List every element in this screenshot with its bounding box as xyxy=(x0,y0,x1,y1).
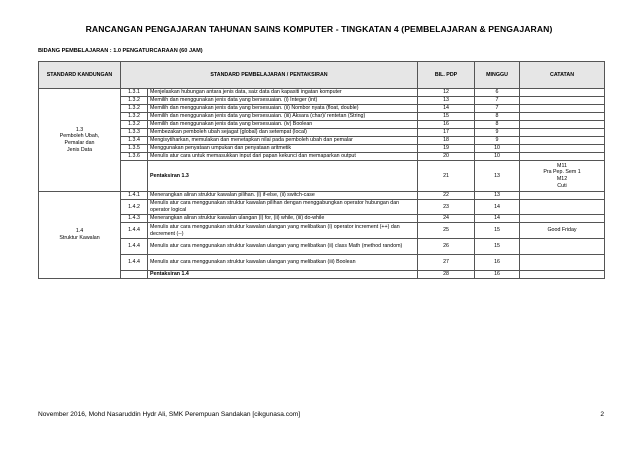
row-code: 1.4.2 xyxy=(121,200,148,215)
row-note xyxy=(520,121,605,129)
row-pdp: 27 xyxy=(418,255,475,271)
row-text: Menulis atur cara untuk memasukkan input dari papan kekunci dan memaparkan output xyxy=(148,153,418,161)
row-text: Menerangkan aliran struktur kawalan pilihan. (i) if-else, (ii) switch-case xyxy=(148,192,418,200)
row-week: 16 xyxy=(475,255,520,271)
row-code: 1.3.1 xyxy=(121,89,148,97)
standard-code: 1.3 xyxy=(75,126,84,133)
assessment-pdp: 28 xyxy=(418,271,475,279)
header-notes: CATATAN xyxy=(520,62,605,89)
table-row xyxy=(39,129,605,137)
row-pdp: 15 xyxy=(418,113,475,121)
table-row xyxy=(39,239,605,255)
row-pdp: 18 xyxy=(418,137,475,145)
assessment-notes xyxy=(520,161,605,192)
row-note xyxy=(520,215,605,223)
row-week: 6 xyxy=(475,89,520,97)
row-note xyxy=(520,255,605,271)
standard-cell-1-3 xyxy=(39,89,121,192)
row-pdp: 20 xyxy=(418,153,475,161)
header-pdp: BIL. PDP xyxy=(418,62,475,89)
table-header-row xyxy=(39,62,605,89)
header-standard: STANDARD KANDUNGAN xyxy=(39,62,121,89)
row-text: Menulis atur cara menggunakan struktur kawalan ulangan yang melibatkan (iii) Boolean xyxy=(148,255,418,271)
note-line: Pra Pep. Sem 1 xyxy=(543,169,581,176)
assessment-row xyxy=(39,271,605,279)
row-pdp: 26 xyxy=(418,239,475,255)
row-note xyxy=(520,97,605,105)
row-week: 14 xyxy=(475,215,520,223)
page-number: 2 xyxy=(600,411,604,418)
row-pdp: 25 xyxy=(418,223,475,239)
table-row xyxy=(39,137,605,145)
row-week: 15 xyxy=(475,223,520,239)
row-pdp: 12 xyxy=(418,89,475,97)
lesson-plan-table xyxy=(38,61,605,279)
assessment-row xyxy=(39,161,605,192)
header-learning: STANDARD PEMBELAJARAN / PENTAKSIRAN xyxy=(121,62,418,89)
row-pdp: 22 xyxy=(418,192,475,200)
standard-line: Jenis Data xyxy=(66,146,93,153)
standard-code: 1.4 xyxy=(75,228,84,235)
assessment-week: 16 xyxy=(475,271,520,279)
row-note xyxy=(520,200,605,215)
learning-area: BIDANG PEMBELAJARAN : 1.0 PENGATURCARAAN (60 JAM) xyxy=(38,48,203,54)
row-text: Memilih dan menggunakan jenis data yang bersesuaian. (ii) Nombor nyata (float, double) xyxy=(148,105,418,113)
footer-text: November 2016, Mohd Nasaruddin Hydr Ali, SMK Perempuan Sandakan [cikgunasa.com] xyxy=(38,411,301,418)
row-code: 1.3.2 xyxy=(121,97,148,105)
row-week: 7 xyxy=(475,97,520,105)
row-code: 1.4.4 xyxy=(121,223,148,239)
row-code: 1.4.3 xyxy=(121,215,148,223)
table-row xyxy=(39,153,605,161)
row-text: Menulis atur cara menggunakan struktur kawalan pilihan dengan menggabungkan operator hubungan dan operator logical xyxy=(148,200,418,215)
row-pdp: 14 xyxy=(418,105,475,113)
row-week: 13 xyxy=(475,192,520,200)
row-text: Membezakan pemboleh ubah sejagat (global) dan setempat (local) xyxy=(148,129,418,137)
table-row xyxy=(39,200,605,215)
row-pdp: 17 xyxy=(418,129,475,137)
table-row xyxy=(39,113,605,121)
row-code: 1.4.4 xyxy=(121,239,148,255)
row-code: 1.3.2 xyxy=(121,113,148,121)
table-row xyxy=(39,105,605,113)
row-text: Memilih dan menggunakan jenis data yang bersesuaian. (i) Integer (int) xyxy=(148,97,418,105)
standard-line: Pemboleh Ubah, xyxy=(59,133,100,140)
row-pdp: 13 xyxy=(418,97,475,105)
table-row xyxy=(39,223,605,239)
row-code xyxy=(121,271,148,279)
table-row xyxy=(39,97,605,105)
standard-cell-1-4 xyxy=(39,192,121,279)
row-note xyxy=(520,239,605,255)
page-footer xyxy=(38,411,604,418)
row-code: 1.3.4 xyxy=(121,137,148,145)
row-code: 1.4.4 xyxy=(121,255,148,271)
row-week: 9 xyxy=(475,137,520,145)
row-week: 10 xyxy=(475,153,520,161)
header-week: MINGGU xyxy=(475,62,520,89)
note-line: M12 xyxy=(556,176,568,182)
week-note: Good Friday xyxy=(520,223,605,239)
row-week: 10 xyxy=(475,145,520,153)
document-title: RANCANGAN PENGAJARAN TAHUNAN SAINS KOMPUTER - TINGKATAN 4 (PEMBELAJARAN & PENGAJARAN) xyxy=(85,24,553,34)
row-pdp: 23 xyxy=(418,200,475,215)
table-row xyxy=(39,192,605,200)
row-note xyxy=(520,89,605,97)
standard-line: Pemalar dan xyxy=(64,140,95,146)
table-row xyxy=(39,145,605,153)
row-code: 1.3.2 xyxy=(121,105,148,113)
row-text: Menggunakan penyataan umpukan dan penyataan aritmetik xyxy=(148,145,418,153)
row-text: Memilih dan menggunakan jenis data yang bersesuaian. (iii) Aksara (char)/ rentetan (String) xyxy=(148,113,418,121)
row-week: 7 xyxy=(475,105,520,113)
row-note xyxy=(520,192,605,200)
row-note xyxy=(520,153,605,161)
row-week: 8 xyxy=(475,113,520,121)
row-code: 1.3.3 xyxy=(121,129,148,137)
note-line: Cuti xyxy=(557,182,567,189)
assessment-label: Pentaksiran 1.4 xyxy=(148,271,418,279)
row-note xyxy=(520,271,605,279)
row-code: 1.3.5 xyxy=(121,145,148,153)
table-row xyxy=(39,215,605,223)
row-week: 9 xyxy=(475,129,520,137)
table-row xyxy=(39,89,605,97)
assessment-pdp: 21 xyxy=(418,161,475,192)
row-note xyxy=(520,145,605,153)
note-line: M11 xyxy=(557,162,567,169)
row-text: Mengisytiharkan, memulakan dan menetapkan nilai pada pemboleh ubah dan pemalar xyxy=(148,137,418,145)
row-pdp: 24 xyxy=(418,215,475,223)
row-note xyxy=(520,113,605,121)
row-note xyxy=(520,137,605,145)
row-code xyxy=(121,161,148,192)
row-text: Menerangkan aliran struktur kawalan ulangan (i) for, (ii) while, (iii) do-while xyxy=(148,215,418,223)
assessment-week: 13 xyxy=(475,161,520,192)
row-week: 8 xyxy=(475,121,520,129)
row-week: 14 xyxy=(475,200,520,215)
row-pdp: 16 xyxy=(418,121,475,129)
table-row xyxy=(39,255,605,271)
table-row xyxy=(39,121,605,129)
row-text: Menulis atur cara menggunakan struktur kawalan ulangan yang melibatkan (i) operator increment (++) dan decrement (--) xyxy=(148,223,418,239)
row-pdp: 19 xyxy=(418,145,475,153)
assessment-label: Pentaksiran 1.3 xyxy=(148,161,418,192)
row-text: Menulis atur cara menggunakan struktur kawalan ulangan yang melibatkan (ii) class Math (method random) xyxy=(148,239,418,255)
row-note xyxy=(520,105,605,113)
row-note xyxy=(520,129,605,137)
row-text: Memilih dan menggunakan jenis data yang bersesuaian. (iv) Boolean xyxy=(148,121,418,129)
row-week: 15 xyxy=(475,239,520,255)
row-code: 1.4.1 xyxy=(121,192,148,200)
row-code: 1.3.2 xyxy=(121,121,148,129)
row-code: 1.3.6 xyxy=(121,153,148,161)
standard-line: Struktur Kawalan xyxy=(59,235,100,241)
row-text: Menjelaskan hubungan antara jenis data, saiz data dan kapasiti ingatan komputer xyxy=(148,89,418,97)
